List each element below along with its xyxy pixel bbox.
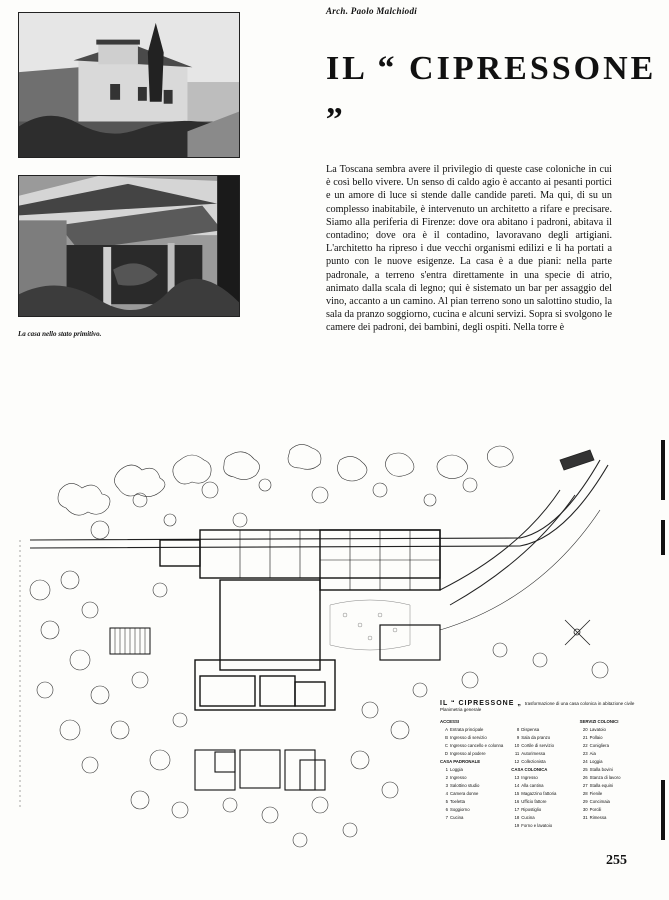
legend-item (440, 790, 503, 798)
legend-item-label: Salottino studio (450, 783, 480, 788)
legend-item-label: Conigliera (589, 743, 609, 748)
legend-item (511, 726, 571, 734)
legend-item (511, 774, 571, 782)
legend-item (580, 798, 640, 806)
north-arrow-icon (565, 620, 590, 645)
legend-item (511, 734, 571, 742)
legend-item-number: 6 (445, 807, 448, 812)
legend-title-small: trasformazione di una casa colonica in abitazione civile (524, 701, 635, 706)
legend-item-label: Alla cantina (521, 783, 544, 788)
legend-item-label: Rimessa (589, 815, 607, 820)
legend-item-label: Ingresso al podere (450, 751, 486, 756)
legend-item-label: Concimaia (589, 799, 610, 804)
legend-item-number: 29 (582, 799, 588, 804)
legend-item-number: 5 (445, 799, 448, 804)
legend-item-label: Toeletta (450, 799, 466, 804)
legend-column (511, 718, 571, 830)
legend-item-label: Cortile di servizio (521, 743, 554, 748)
legend-item-label: Ingresso (450, 775, 467, 780)
legend-section-header: CASA PADRONALE (440, 759, 481, 764)
legend-item-number: 30 (582, 807, 588, 812)
legend-item-number: 15 (514, 791, 520, 796)
legend-item (511, 806, 571, 814)
legend-item (440, 806, 503, 814)
legend-item-label: Cucina (450, 815, 464, 820)
legend-subtitle: Planimetria generale (440, 707, 482, 712)
photo-caption: La casa nello stato primitivo. (18, 330, 102, 338)
legend-item (440, 742, 503, 750)
legend-item-number: 20 (582, 727, 588, 732)
legend-item-number: C (444, 743, 448, 748)
legend-item-number: 4 (445, 791, 448, 796)
legend-item-number: D (444, 751, 448, 756)
legend-title (440, 700, 640, 707)
plan-legend (440, 700, 640, 830)
legend-item-number: 14 (514, 783, 520, 788)
legend-item-number: 7 (445, 815, 448, 820)
legend-item-number: 27 (582, 783, 588, 788)
legend-item (580, 726, 640, 734)
legend-item-number: 24 (582, 759, 588, 764)
legend-item-number: 1 (445, 767, 448, 772)
legend-item-number: 21 (582, 735, 588, 740)
legend-item-label: Cucina (521, 815, 535, 820)
author-name: Arch. Paolo Malchiodi (326, 6, 418, 16)
article-body (326, 163, 612, 335)
legend-item (440, 798, 503, 806)
legend-item-number: 8 (516, 727, 520, 732)
legend-item-label: Collezionista (521, 759, 546, 764)
legend-item-number: 23 (582, 751, 588, 756)
legend-item (511, 782, 571, 790)
legend-item-number: 3 (445, 783, 448, 788)
legend-item-label: Ufficio fattore (521, 799, 547, 804)
page-edge-mark (661, 440, 665, 500)
legend-item-label: Loggia (450, 767, 463, 772)
legend-item (580, 734, 640, 742)
legend-item-number: 17 (514, 807, 520, 812)
legend-item-number: 13 (514, 775, 520, 780)
legend-item-label: Fienile (589, 791, 603, 796)
legend-item-label: Camera donne (450, 791, 479, 796)
legend-item-label: Porcili (589, 807, 602, 812)
legend-item-label: Loggia (589, 759, 603, 764)
legend-item-number: B (445, 735, 448, 740)
page-edge-mark (661, 780, 665, 840)
legend-title-text: IL “ CIPRESSONE „ (440, 700, 522, 707)
legend-item (580, 774, 640, 782)
legend-item-number: 11 (514, 751, 520, 756)
legend-column (440, 718, 503, 830)
page-edge-mark (661, 520, 665, 555)
legend-item (440, 774, 503, 782)
legend-item-number: 2 (445, 775, 448, 780)
legend-item (440, 750, 503, 758)
legend-item-label: Sala da pranzo (521, 735, 551, 740)
legend-item (440, 734, 503, 742)
legend-item (511, 750, 571, 758)
legend-item-label: Dispensa (521, 727, 540, 732)
legend-item (580, 766, 640, 774)
legend-item-label: Ingresso di servizio (450, 735, 487, 740)
legend-item-number: A (445, 727, 448, 732)
legend-item-label: Ripostiglio (521, 807, 542, 812)
legend-item (511, 814, 571, 822)
legend-item (440, 726, 503, 734)
legend-item (511, 798, 571, 806)
legend-columns (440, 718, 640, 830)
legend-item-number: 10 (514, 743, 520, 748)
legend-item-number: 18 (514, 815, 520, 820)
vegetation-top (58, 444, 513, 539)
legend-item-number: 16 (514, 799, 520, 804)
legend-section-header: CASA COLONICA (511, 767, 548, 772)
legend-item-label: Forno e lavatoio (521, 823, 553, 828)
legend-item (440, 814, 503, 822)
legend-item (440, 766, 503, 774)
legend-section-header: SERVIZI COLONICI (579, 719, 619, 724)
farm-outbuildings-plan (195, 750, 325, 790)
legend-section-header (511, 718, 571, 726)
legend-section-header: ACCESSI (440, 719, 460, 724)
legend-item (580, 742, 640, 750)
legend-item (511, 790, 571, 798)
legend-item (580, 782, 640, 790)
legend-item (580, 790, 640, 798)
article-title: IL “ CIPRESSONE „ (326, 50, 657, 121)
legend-item-label: Pollaio (589, 735, 603, 740)
photo-house-portico (18, 175, 240, 317)
legend-item-label: Ingresso (521, 775, 538, 780)
legend-item (580, 758, 640, 766)
legend-item-label: Autorimessa (521, 751, 546, 756)
legend-item (580, 814, 640, 822)
legend-item-label: Ingresso cancello e colonna (450, 743, 504, 748)
legend-item-number: 19 (514, 823, 520, 828)
legend-item-number: 22 (582, 743, 588, 748)
photo-house-exterior (18, 12, 240, 158)
legend-item-label: Aia (589, 751, 596, 756)
legend-item-label: Soggiorno (450, 807, 470, 812)
legend-item-label: Lavatoio (589, 727, 606, 732)
legend-item-label: Stanza di lavoro (589, 775, 621, 780)
legend-item-number: 26 (582, 775, 588, 780)
body-paragraph: La Toscana sembra avere il privilegio di queste case coloniche in cui è così bello vivere. Un senso di caldo agio è accanto ai pesanti portici e un amore di luce si stende dalle candide pareti. Ma qui, di su un complesso inabitabile, è intervenuto un architetto a rifare e precisare. Siamo alla periferia di Firenze: dove ora abitano i padroni, abitava il contadino; dove ora è il contadino, lavoravano degli artigiani. L'architetto ha ripreso i due vecchi organismi edilizi e li ha portati a punto con le nuove esigenze. La casa è a due piani: nella parte padronale, a terreno s'entra direttamente in una specie di atrio, animato dalla scala di legno; qui è sistemato un bar per assaggio del vino, accanto a un camino. Al pian terreno sono un salottino studio, la sala da pranzo soggiorno, cucina e alcuni servizi. Sopra si svolgono le camere dei padroni, dei bambini, degli ospiti. Nella torre è (326, 164, 612, 334)
page-number: 255 (606, 853, 627, 868)
legend-item (580, 750, 640, 758)
legend-item-label: Stalla bovini (589, 767, 613, 772)
legend-item (511, 758, 571, 766)
legend-item-label: Magazzino fattoria (521, 791, 557, 796)
legend-item (511, 822, 571, 830)
legend-item (511, 742, 571, 750)
legend-item-label: Entrata principale (450, 727, 484, 732)
legend-item-number: 9 (516, 735, 520, 740)
legend-item-label: Stalla equini (589, 783, 614, 788)
legend-item (440, 782, 503, 790)
legend-column (580, 718, 640, 830)
legend-item-number: 31 (582, 815, 588, 820)
legend-item-number: 28 (582, 791, 588, 796)
legend-item-number: 12 (514, 759, 520, 764)
legend-item (580, 806, 640, 814)
legend-item-number: 25 (582, 767, 588, 772)
